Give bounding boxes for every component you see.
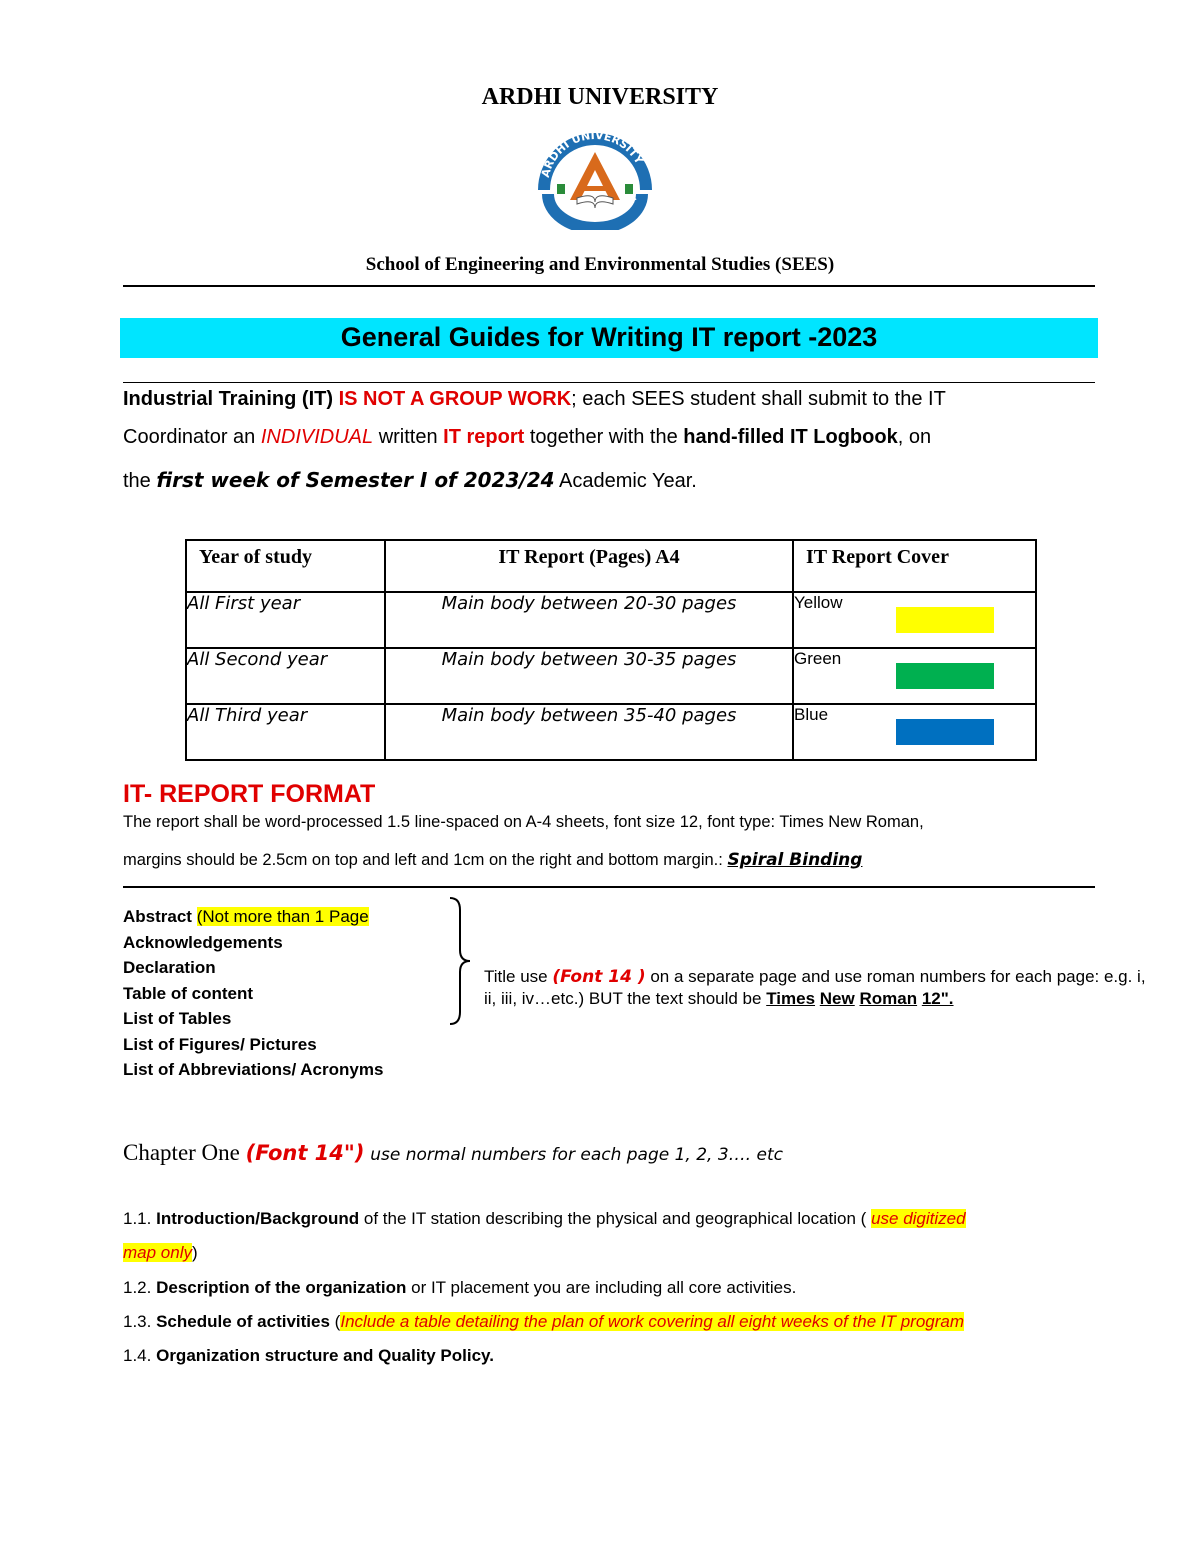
intro-line bbox=[123, 468, 1103, 493]
intro-text: written bbox=[378, 426, 438, 448]
intro-deadline: first week of Semester I of 2023/24 bbox=[156, 468, 555, 492]
svg-text:ARDHI UNIVERSITY: ARDHI UNIVERSITY bbox=[538, 128, 646, 179]
svg-text:Weledi na Ustawi: Weledi na Ustawi bbox=[566, 194, 639, 221]
university-name: ARDHI UNIVERSITY bbox=[481, 84, 719, 110]
pages-cell: Main body between 30-35 pages bbox=[385, 648, 793, 704]
front-matter-list bbox=[123, 904, 383, 1083]
intro-warning: IS NOT A GROUP WORK bbox=[338, 388, 572, 410]
school-name: School of Engineering and Environmental Studies (SEES) bbox=[365, 254, 835, 275]
color-swatch bbox=[896, 719, 994, 745]
list-item: map only) bbox=[123, 1243, 198, 1262]
pages-cell: Main body between 35-40 pages bbox=[385, 704, 793, 760]
intro-text: , on bbox=[897, 426, 932, 448]
table-header-row bbox=[186, 540, 1036, 592]
column-header: IT Report (Pages) A4 bbox=[385, 540, 793, 592]
spiral-binding: Spiral Binding bbox=[727, 850, 863, 870]
list-item: Acknowledgements bbox=[123, 932, 283, 952]
intro-text: ; each SEES student shall submit to the IT bbox=[571, 388, 946, 410]
column-header: Year of study bbox=[186, 540, 385, 592]
highlight-note: use digitized bbox=[871, 1209, 966, 1228]
list-item: 1.3. Schedule of activities (Include a table detailing the plan of work covering all eight weeks of the IT program bbox=[123, 1312, 965, 1331]
chapter-note: use normal numbers for each page 1, 2, 3…. etc bbox=[370, 1145, 783, 1165]
cover-cell bbox=[793, 592, 1036, 648]
year-cell: All Second year bbox=[186, 648, 385, 704]
column-header: IT Report Cover bbox=[793, 540, 1036, 592]
list-item: Declaration bbox=[123, 958, 216, 977]
title-banner bbox=[120, 318, 1098, 358]
list-item: 1.2. Description of the organization or IT placement you are including all core activities. bbox=[123, 1278, 797, 1297]
highlight-note: map only bbox=[123, 1243, 192, 1262]
cover-color-label: Green bbox=[794, 649, 842, 668]
list-item: List of Figures/ Pictures bbox=[123, 1034, 317, 1054]
report-requirements-table bbox=[185, 539, 1037, 761]
divider bbox=[123, 285, 1095, 287]
chapter-title: Chapter One bbox=[123, 1140, 240, 1165]
list-item: List of Tables bbox=[123, 1009, 232, 1028]
year-cell: All First year bbox=[186, 592, 385, 648]
chapter-font: (Font 14") bbox=[245, 1141, 365, 1165]
format-heading: IT- REPORT FORMAT bbox=[123, 780, 376, 808]
font-14-note: (Font 14 ) bbox=[552, 967, 646, 987]
pages-cell: Main body between 20-30 pages bbox=[385, 592, 793, 648]
highlight-note: Include a table detailing the plan of work covering all eight weeks of the IT program bbox=[340, 1312, 965, 1331]
list-item: List of Abbreviations/ Acronyms bbox=[123, 1060, 384, 1079]
list-item: Abstract (Not more than 1 Page bbox=[123, 907, 369, 926]
format-text: margins should be 2.5cm on top and left and 1cm on the right and bottom margin.: bbox=[123, 851, 723, 869]
ardhi-university-logo-icon bbox=[530, 124, 660, 230]
intro-text: together with the bbox=[529, 426, 678, 448]
table-row bbox=[186, 648, 1036, 704]
format-line: The report shall be word-processed 1.5 line-spaced on A-4 sheets, font size 12, font type: Times New Roman, bbox=[123, 813, 924, 831]
list-item: Table of content bbox=[123, 983, 254, 1003]
intro-logbook: hand-filled IT Logbook bbox=[683, 426, 898, 448]
intro-individual: INDIVIDUAL bbox=[260, 426, 374, 448]
color-swatch bbox=[896, 607, 994, 633]
intro-line bbox=[123, 426, 1103, 449]
table-row bbox=[186, 704, 1036, 760]
front-matter-note: Title use (Font 14 ) on a separate page and use roman numbers for each page: e.g. i, ii, iii, iv…etc.) BUT the text should be Times New Roman 12". bbox=[484, 967, 1146, 1008]
list-item: 1.4. Organization structure and Quality Policy. bbox=[123, 1346, 494, 1365]
divider bbox=[123, 886, 1095, 888]
cover-cell bbox=[793, 648, 1036, 704]
divider bbox=[123, 382, 1095, 383]
list-item: 1.1. Introduction/Background of the IT station describing the physical and geographical location ( use digitized bbox=[123, 1209, 966, 1228]
document-title: General Guides for Writing IT report -2023 bbox=[340, 322, 878, 352]
table-row bbox=[186, 592, 1036, 648]
intro-text: Academic Year. bbox=[558, 470, 697, 492]
format-line bbox=[123, 850, 862, 870]
cover-cell bbox=[793, 704, 1036, 760]
cover-color-label: Blue bbox=[794, 705, 829, 724]
intro-text: the bbox=[123, 470, 151, 492]
brace-icon bbox=[446, 896, 474, 1026]
color-swatch bbox=[896, 663, 994, 689]
intro-text: Coordinator an bbox=[123, 426, 256, 448]
cover-color-label: Yellow bbox=[794, 593, 843, 612]
abstract-note: (Not more than 1 Page bbox=[196, 907, 369, 926]
chapter-heading bbox=[123, 1140, 783, 1166]
intro-it-report: IT report bbox=[443, 426, 525, 448]
intro-text: Industrial Training (IT) bbox=[123, 388, 333, 410]
year-cell: All Third year bbox=[186, 704, 385, 760]
intro-line bbox=[123, 388, 1103, 411]
